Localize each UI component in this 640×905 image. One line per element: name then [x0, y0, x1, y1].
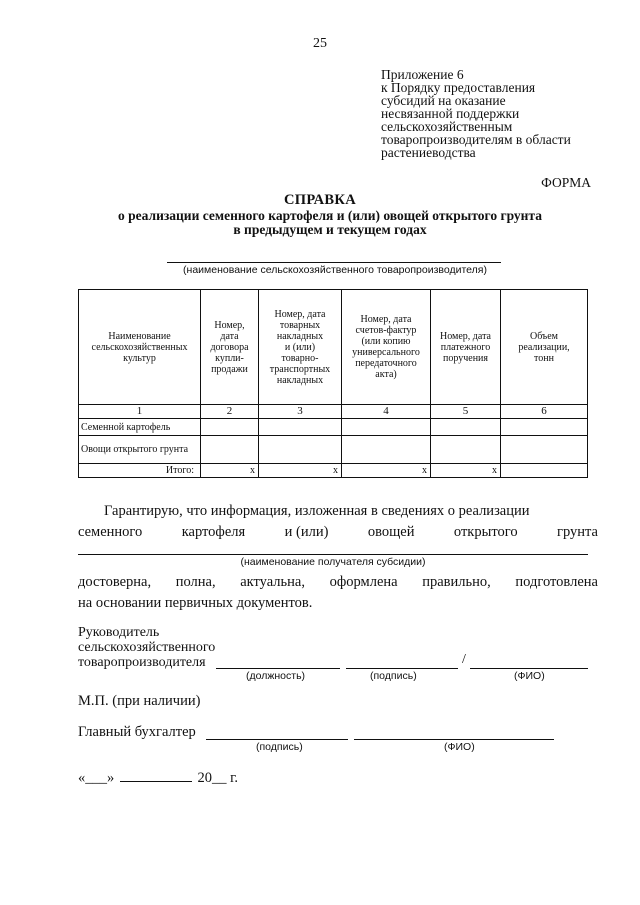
guarantee-word: актуальна,	[240, 574, 305, 590]
table-cell[interactable]	[259, 436, 342, 464]
guarantee-line-2	[78, 524, 598, 541]
appendix-line: растениеводства	[381, 145, 476, 160]
date-day[interactable]: «___»	[78, 770, 115, 786]
position-caption: (должность)	[246, 670, 306, 682]
date-month-field[interactable]	[120, 781, 192, 782]
appendix-line: Приложение 6	[381, 67, 464, 82]
subtitle-line: о реализации семенного картофеля и (или) овощей открытого грунта	[118, 208, 542, 223]
guarantee-line-3	[78, 574, 598, 591]
column-number: 6	[501, 405, 588, 419]
signature-separator: /	[462, 652, 466, 667]
name-caption: (ФИО)	[514, 670, 545, 682]
total-row	[79, 464, 588, 478]
total-mark: x	[259, 464, 342, 478]
accountant-name-caption: (ФИО)	[444, 741, 475, 753]
guarantee-word: открытого	[453, 524, 518, 540]
total-mark: x	[342, 464, 431, 478]
row-label-vegetables: Овощи открытого грунта	[79, 436, 201, 464]
subtitle-line: в предыдущем и текущем годах	[233, 222, 427, 237]
organization-name-line[interactable]	[167, 262, 501, 263]
head-line: сельскохозяйственного	[78, 640, 216, 655]
appendix-line: несвязанной поддержки	[381, 106, 520, 121]
head-name-field[interactable]	[470, 668, 588, 669]
accountant-signature-field[interactable]	[206, 739, 348, 740]
total-mark: x	[431, 464, 501, 478]
document-title: СПРАВКА	[284, 192, 356, 208]
header-payment-order: Номер, дата платежного поручения	[431, 290, 501, 405]
column-number: 4	[342, 405, 431, 419]
sales-table	[78, 289, 588, 478]
table-cell[interactable]	[501, 419, 588, 436]
row-label-seed-potato: Семенной картофель	[79, 419, 201, 436]
table-cell[interactable]	[201, 419, 259, 436]
head-line: Руководитель	[78, 625, 160, 640]
column-number: 5	[431, 405, 501, 419]
total-label: Итого:	[79, 464, 201, 478]
appendix-note	[381, 68, 621, 159]
header-crop-name: Наименование сельскохозяйственных культур	[79, 290, 201, 405]
column-number: 1	[79, 405, 201, 419]
guarantee-line-1: Гарантирую, что информация, изложенная в сведениях о реализации	[104, 503, 530, 519]
guarantee-word: грунта	[557, 524, 598, 540]
header-contract: Номер, дата договора купли- продажи	[201, 290, 259, 405]
page-number: 25	[313, 36, 327, 51]
guarantee-line-4: на основании первичных документов.	[78, 595, 313, 611]
date-line	[78, 770, 238, 787]
header-volume: Объем реализации, тонн	[501, 290, 588, 405]
guarantee-word: правильно,	[422, 574, 491, 590]
table-header-row	[79, 290, 588, 405]
accountant-signature-caption: (подпись)	[256, 741, 303, 753]
guarantee-word: и (или)	[284, 524, 329, 540]
signature-caption: (подпись)	[370, 670, 417, 682]
recipient-name-line[interactable]	[78, 554, 588, 555]
appendix-line: сельскохозяйственным	[381, 119, 513, 134]
head-line: товаропроизводителя	[78, 655, 206, 670]
head-signature-field[interactable]	[346, 668, 458, 669]
table-cell[interactable]	[259, 419, 342, 436]
guarantee-word: семенного	[78, 524, 143, 540]
document-subtitle	[80, 209, 580, 237]
guarantee-word: полна,	[175, 574, 216, 590]
header-waybills: Номер, дата товарных накладных и (или) товарно- транспортных накладных	[259, 290, 342, 405]
position-field[interactable]	[216, 668, 340, 669]
table-cell[interactable]	[342, 419, 431, 436]
guarantee-word: картофеля	[181, 524, 246, 540]
accountant-label: Главный бухгалтер	[78, 724, 196, 740]
table-cell[interactable]	[501, 436, 588, 464]
guarantee-word: оформлена	[329, 574, 398, 590]
table-cell[interactable]	[342, 436, 431, 464]
column-number: 2	[201, 405, 259, 419]
accountant-name-field[interactable]	[354, 739, 554, 740]
table-row	[79, 419, 588, 436]
guarantee-word: овощей	[367, 524, 415, 540]
appendix-line: к Порядку предоставления	[381, 80, 536, 95]
stamp-note: М.П. (при наличии)	[78, 693, 201, 709]
form-label: ФОРМА	[541, 175, 591, 190]
column-number: 3	[259, 405, 342, 419]
guarantee-word: подготовлена	[515, 574, 598, 590]
date-suffix: г.	[230, 770, 239, 786]
organization-caption: (наименование сельскохозяйственного товаропроизводителя)	[183, 264, 487, 276]
appendix-line: субсидий на оказание	[381, 93, 506, 108]
table-cell[interactable]	[201, 436, 259, 464]
table-row	[79, 436, 588, 464]
total-volume-cell[interactable]	[501, 464, 588, 478]
appendix-line: товаропроизводителям в области	[381, 132, 571, 147]
total-mark: x	[201, 464, 259, 478]
table-cell[interactable]	[431, 419, 501, 436]
head-signatory	[78, 625, 215, 670]
guarantee-word: достоверна,	[78, 574, 152, 590]
header-invoices: Номер, дата счетов-фактур (или копию универсального передаточного акта)	[342, 290, 431, 405]
recipient-caption: (наименование получателя субсидии)	[240, 556, 426, 568]
column-number-row	[79, 405, 588, 419]
table-cell[interactable]	[431, 436, 501, 464]
date-year[interactable]: 20__	[197, 770, 227, 786]
